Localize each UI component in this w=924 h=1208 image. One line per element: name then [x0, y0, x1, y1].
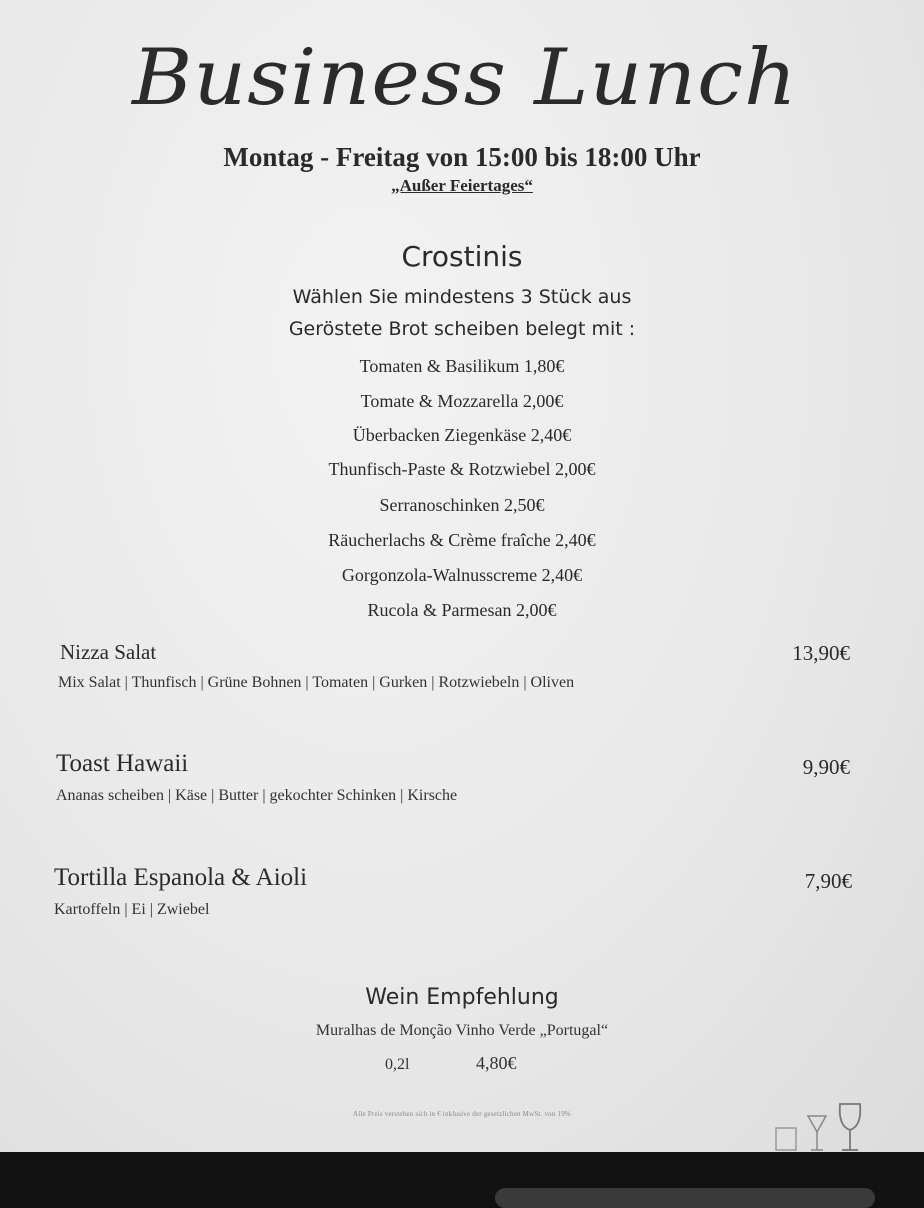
wine-name: Muralhas de Monção Vinho Verde „Portugal“ — [315, 1022, 609, 1039]
crostinis-instruction: Wählen Sie mindestens 3 Stück aus — [292, 286, 632, 308]
crostinis-heading: Crostinis — [401, 240, 523, 273]
crostini-item: Tomaten & Basilikum 1,80€ — [359, 356, 565, 376]
wine-heading: Wein Empfehlung — [365, 985, 559, 1010]
crostinis-description: Geröstete Brot scheiben belegt mit : — [288, 318, 636, 340]
home-indicator[interactable] — [495, 1188, 875, 1208]
dish-price: 9,90€ — [802, 755, 850, 779]
crostini-item: Serranoschinken 2,50€ — [379, 495, 545, 515]
crostini-item: Thunfisch-Paste & Rotzwiebel 2,00€ — [328, 459, 596, 479]
dish-description: Ananas scheiben | Käse | Butter | gekochter Schinken | Kirsche — [56, 787, 458, 804]
dish-name: Nizza Salat — [60, 640, 157, 664]
wine-price: 4,80€ — [476, 1053, 517, 1073]
opening-hours: Montag - Freitag von 15:00 bis 18:00 Uhr — [223, 142, 701, 172]
price-footnote: Alle Preis verstehen sich in € inklusive der gesetzlichen MwSt. von 19% — [353, 1110, 571, 1118]
wine-glasses-icon — [770, 1096, 870, 1152]
wine-volume: 0,2l — [385, 1056, 410, 1073]
crostini-item: Räucherlachs & Crème fraîche 2,40€ — [328, 530, 596, 550]
crostini-item: Gorgonzola-Walnusscreme 2,40€ — [341, 565, 583, 585]
crostini-item: Rucola & Parmesan 2,00€ — [367, 600, 557, 620]
dish-price: 7,90€ — [804, 869, 852, 893]
dish-description: Kartoffeln | Ei | Zwiebel — [54, 901, 210, 918]
dish-price: 13,90€ — [792, 641, 850, 665]
dish-name: Tortilla Espanola & Aioli — [54, 864, 308, 891]
holiday-note: „Außer Feiertages“ — [391, 176, 533, 195]
crostini-item: Überbacken Ziegenkäse 2,40€ — [352, 425, 572, 445]
crostini-item: Tomate & Mozzarella 2,00€ — [360, 391, 564, 411]
menu-title: Business Lunch — [132, 33, 798, 123]
dish-name: Toast Hawaii — [56, 750, 189, 777]
dish-description: Mix Salat | Thunfisch | Grüne Bohnen | Tomaten | Gurken | Rotzwiebeln | Oliven — [58, 674, 575, 691]
